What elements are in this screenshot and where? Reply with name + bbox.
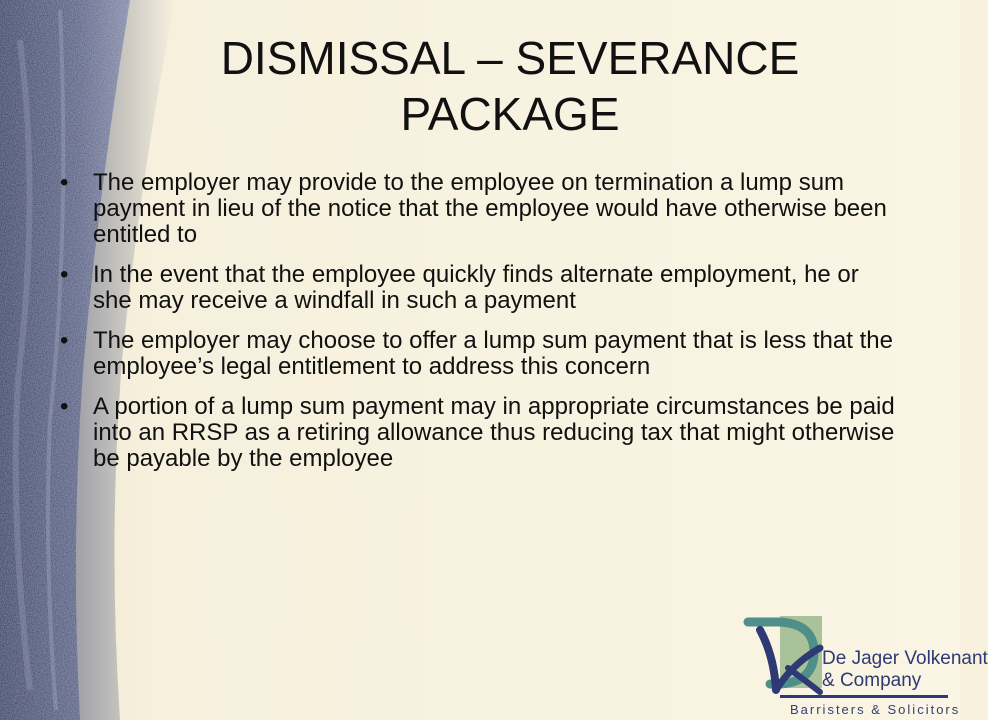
logo-firm-name-line-2: & Company [822, 670, 922, 691]
bullet-dot: • [60, 169, 69, 196]
bullet-text: A portion of a lump sum payment may in appropriate circumstances be paid into an RRSP as a retiring allowance thus reducing tax that might otherwise be payable by the employee [93, 393, 895, 472]
dvk-monogram-icon [740, 608, 830, 698]
bullet-text: In the event that the employee quickly finds alternate employment, he or she may receive a windfall in such a payment [93, 261, 859, 314]
bullet-dot: • [60, 327, 69, 354]
logo-firm-name-line-1: De Jager Volkenant [822, 648, 988, 669]
bullet-item [60, 170, 900, 248]
firm-logo [740, 608, 988, 718]
logo-tagline: Barristers & Solicitors [790, 702, 961, 717]
logo-divider [780, 695, 948, 698]
bullet-text: The employer may provide to the employee on termination a lump sum payment in lieu of the notice that the employee would have otherwise been entitled to [93, 169, 887, 248]
bullet-item [60, 394, 900, 472]
title-line-1: DISMISSAL – SEVERANCE [220, 32, 800, 84]
bullet-list [60, 170, 900, 486]
title-line-2: PACKAGE [400, 88, 620, 140]
bullet-item [60, 328, 900, 380]
bullet-text: The employer may choose to offer a lump sum payment that is less that the employee’s legal entitlement to address this concern [93, 327, 893, 380]
bullet-dot: • [60, 393, 69, 420]
slide-title [120, 30, 900, 142]
bullet-dot: • [60, 261, 69, 288]
bullet-item [60, 262, 900, 314]
